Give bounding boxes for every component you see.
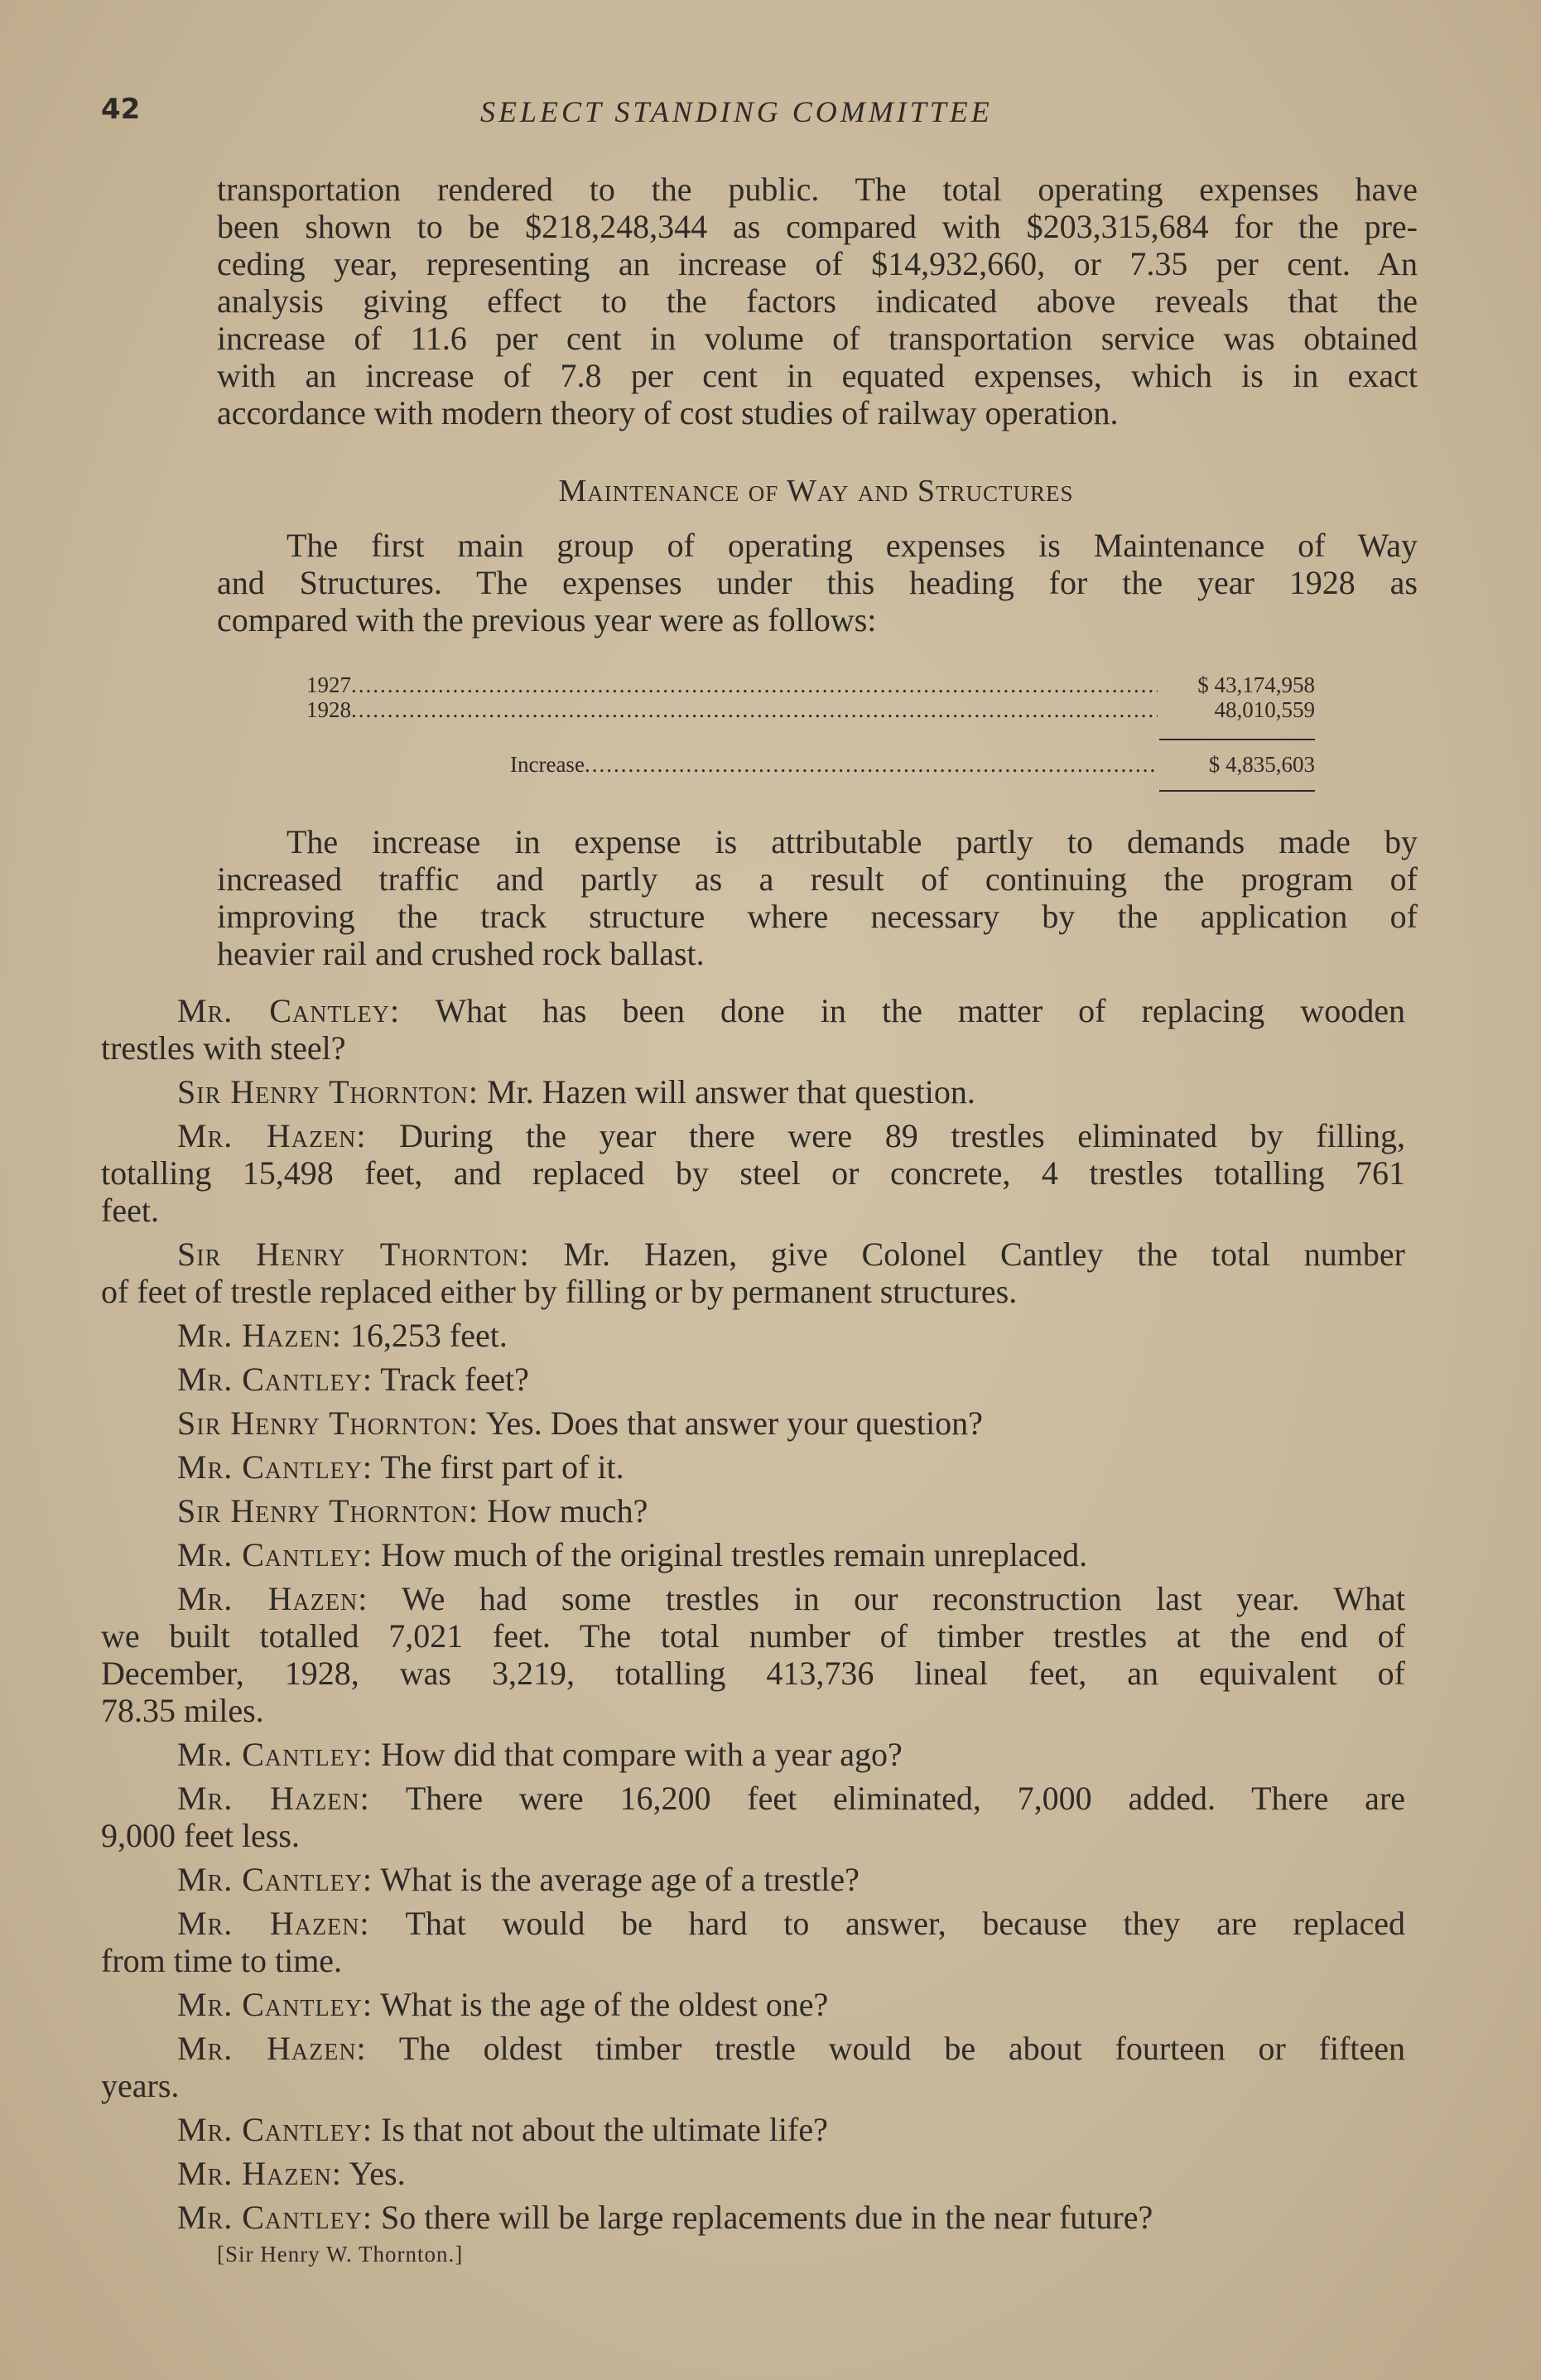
section-heading-text: Maintenance of Way and Structures <box>558 474 1074 508</box>
intro-paragraph <box>217 171 1418 431</box>
speech-text: 16,253 feet. <box>349 1317 508 1354</box>
expense-row-increase <box>510 752 1315 778</box>
speaker-name: Sir Henry Thornton: <box>177 1492 479 1530</box>
speech-text: We had some trestles in our reconstruction last year. What <box>402 1580 1406 1617</box>
speech-text: The oldest timber trestle would be about fourteen or fifteen <box>398 2030 1406 2067</box>
text-line: ceding year, representing an increase of $14,932,660, or 7.35 per cent. An <box>217 245 1418 282</box>
operating-expenses-paragraph <box>217 527 1418 638</box>
speaker-name: Mr. Cantley: <box>177 992 401 1029</box>
speaker-name: Mr. Cantley: <box>177 1986 373 2023</box>
dialogue-turn <box>101 1861 1405 1898</box>
dialogue-line <box>101 2199 1405 2236</box>
section-heading <box>0 473 1541 509</box>
dialogue-line <box>101 1361 1405 1398</box>
dialogue-line <box>101 1536 1405 1573</box>
dialogue-line <box>101 1073 1405 1111</box>
speaker-name: Mr. Hazen: <box>177 1580 368 1617</box>
speaker-name: Mr. Cantley: <box>177 1736 373 1773</box>
dialogue-turn <box>101 2030 1405 2104</box>
dialogue-turn <box>101 1317 1405 1354</box>
text-line: improving the track structure where necessary by the application of <box>217 898 1418 935</box>
speaker-name: Sir Henry Thornton: <box>177 1073 479 1111</box>
speech-text: December, 1928, was 3,219, totalling 413,736 lineal feet, an equivalent of <box>101 1655 1405 1692</box>
text-line: and Structures. The expenses under this heading for the year 1928 as <box>217 564 1418 601</box>
speaker-name: Mr. Hazen: <box>177 1780 370 1817</box>
speaker-name: Sir Henry Thornton: <box>177 1404 479 1442</box>
speech-text: Yes. <box>349 2155 406 2192</box>
dialogue-turn <box>101 1580 1405 1729</box>
speech-text: The first part of it. <box>380 1448 624 1486</box>
dialogue-line <box>101 2111 1405 2148</box>
text-line: been shown to be $218,248,344 as compared with $203,315,684 for the pre- <box>217 208 1418 245</box>
speaker-name: Mr. Hazen: <box>177 2030 367 2067</box>
speech-text: 9,000 feet less. <box>101 1817 300 1854</box>
text-line: accordance with modern theory of cost studies of railway operation. <box>217 394 1119 431</box>
speech-text: Track feet? <box>380 1361 529 1398</box>
dialogue-line <box>101 1905 1405 1942</box>
text-line: heavier rail and crushed rock ballast. <box>217 935 705 972</box>
dialogue-line <box>101 1617 1405 1655</box>
speech-text: How much of the original trestles remain unreplaced. <box>381 1536 1088 1573</box>
dialogue-turn <box>101 2111 1405 2148</box>
dialogue-line <box>101 1317 1405 1354</box>
text-line: compared with the previous year were as follows: <box>217 601 877 638</box>
committee-dialogue <box>101 992 1405 2243</box>
speech-text: Yes. Does that answer your question? <box>485 1404 983 1442</box>
dialogue-line <box>101 1580 1405 1617</box>
dialogue-line <box>101 1817 1405 1854</box>
text-line: increase of 11.6 per cent in volume of transportation service was obtained <box>217 320 1418 357</box>
dialogue-line <box>101 1780 1405 1817</box>
speech-text: Mr. Hazen will answer that question. <box>487 1073 975 1111</box>
text-line: The increase in expense is attributable partly to demands made by <box>287 823 1418 860</box>
speech-text: What has been done in the matter of replacing wooden <box>435 992 1406 1029</box>
leader-dots <box>585 752 1158 778</box>
speaker-name: Mr. Cantley: <box>177 2111 373 2148</box>
speech-text: Mr. Hazen, give Colonel Cantley the total number <box>563 1236 1405 1273</box>
speech-text: trestles with steel? <box>101 1029 346 1067</box>
dialogue-turn <box>101 1780 1405 1854</box>
expense-row-1927 <box>306 672 1315 699</box>
speech-text: What is the age of the oldest one? <box>380 1986 829 2023</box>
text-line: increased traffic and partly as a result of continuing the program of <box>217 860 1418 898</box>
dialogue-line <box>101 1029 1405 1067</box>
speech-text: totalling 15,498 feet, and replaced by steel or concrete, 4 trestles totalling 761 <box>101 1154 1405 1192</box>
dialogue-line <box>101 1986 1405 2023</box>
dialogue-line <box>101 1448 1405 1486</box>
dialogue-line <box>101 1236 1405 1273</box>
expense-total-label: Increase <box>510 752 585 777</box>
running-title: SELECT STANDING COMMITTEE <box>480 95 993 128</box>
speech-text: So there will be large replacements due in the near future? <box>381 2199 1153 2236</box>
dialogue-turn <box>101 2199 1405 2236</box>
dialogue-line <box>101 1655 1405 1692</box>
text-line: The first main group of operating expenses is Maintenance of Way <box>287 527 1418 564</box>
dialogue-turn <box>101 1905 1405 1979</box>
footer-attribution: [Sir Henry W. Thornton.] <box>217 2242 464 2267</box>
dialogue-line <box>101 2155 1405 2192</box>
dialogue-turn <box>101 992 1405 1067</box>
dialogue-line <box>101 2067 1405 2104</box>
speech-text: 78.35 miles. <box>101 1692 264 1729</box>
speaker-name: Mr. Cantley: <box>177 1536 373 1573</box>
expense-row-label: 1928 <box>306 697 351 722</box>
speech-text: During the year there were 89 trestles eliminated by filling, <box>399 1117 1405 1154</box>
speech-text: How much? <box>487 1492 648 1530</box>
total-rule <box>1159 790 1315 792</box>
dialogue-line <box>101 992 1405 1029</box>
dialogue-line <box>101 1404 1405 1442</box>
dialogue-turn <box>101 1736 1405 1773</box>
speech-text: years. <box>101 2067 180 2104</box>
speech-text: That would be hard to answer, because they are replaced <box>405 1905 1406 1942</box>
dialogue-turn <box>101 1492 1405 1530</box>
speaker-name: Mr. Hazen: <box>177 1317 342 1354</box>
speech-text: What is the average age of a trestle? <box>380 1861 860 1898</box>
dialogue-turn <box>101 1236 1405 1310</box>
subtotal-rule <box>1159 739 1315 740</box>
speech-text: we built totalled 7,021 feet. The total number of timber trestles at the end of <box>101 1617 1405 1655</box>
speaker-name: Mr. Cantley: <box>177 2199 373 2236</box>
dialogue-line <box>101 1942 1405 1979</box>
expense-row-value: 48,010,559 <box>1214 697 1315 722</box>
dialogue-turn <box>101 1073 1405 1111</box>
dialogue-line <box>101 2030 1405 2067</box>
dialogue-line <box>101 1736 1405 1773</box>
speech-text: of feet of trestle replaced either by filling or by permanent structures. <box>101 1273 1018 1310</box>
speech-text: from time to time. <box>101 1942 343 1979</box>
speaker-name: Mr. Hazen: <box>177 1905 370 1942</box>
speaker-name: Sir Henry Thornton: <box>177 1236 530 1273</box>
speech-text: How did that compare with a year ago? <box>381 1736 903 1773</box>
leader-dots <box>351 672 1158 698</box>
page-header <box>0 93 1541 142</box>
attribution-paragraph <box>217 823 1418 972</box>
text-line: transportation rendered to the public. The total operating expenses have <box>217 171 1418 208</box>
expense-row-value: $ 43,174,958 <box>1197 672 1315 697</box>
speaker-name: Mr. Hazen: <box>177 2155 342 2192</box>
expense-row-1928 <box>306 697 1315 724</box>
dialogue-line <box>101 1273 1405 1310</box>
dialogue-turn <box>101 1536 1405 1573</box>
dialogue-turn <box>101 2155 1405 2192</box>
speaker-name: Mr. Cantley: <box>177 1361 373 1398</box>
expense-row-label: 1927 <box>306 672 351 697</box>
dialogue-line <box>101 1117 1405 1154</box>
speaker-name: Mr. Cantley: <box>177 1448 373 1486</box>
dialogue-line <box>101 1154 1405 1192</box>
text-line: analysis giving effect to the factors indicated above reveals that the <box>217 282 1418 320</box>
speech-text: There were 16,200 feet eliminated, 7,000 added. There are <box>405 1780 1406 1817</box>
dialogue-line <box>101 1192 1405 1229</box>
speech-text: feet. <box>101 1192 159 1229</box>
dialogue-line <box>101 1861 1405 1898</box>
leader-dots <box>351 697 1158 723</box>
dialogue-turn <box>101 1361 1405 1398</box>
speech-text: Is that not about the ultimate life? <box>381 2111 828 2148</box>
text-line: with an increase of 7.8 per cent in equated expenses, which is in exact <box>217 357 1418 394</box>
dialogue-line <box>101 1492 1405 1530</box>
page-number: 42 <box>101 93 141 126</box>
dialogue-turn <box>101 1986 1405 2023</box>
dialogue-turn <box>101 1448 1405 1486</box>
dialogue-turn <box>101 1404 1405 1442</box>
dialogue-turn <box>101 1117 1405 1229</box>
speaker-name: Mr. Cantley: <box>177 1861 373 1898</box>
dialogue-line <box>101 1692 1405 1729</box>
speaker-name: Mr. Hazen: <box>177 1117 367 1154</box>
expense-total-value: $ 4,835,603 <box>1208 752 1315 777</box>
